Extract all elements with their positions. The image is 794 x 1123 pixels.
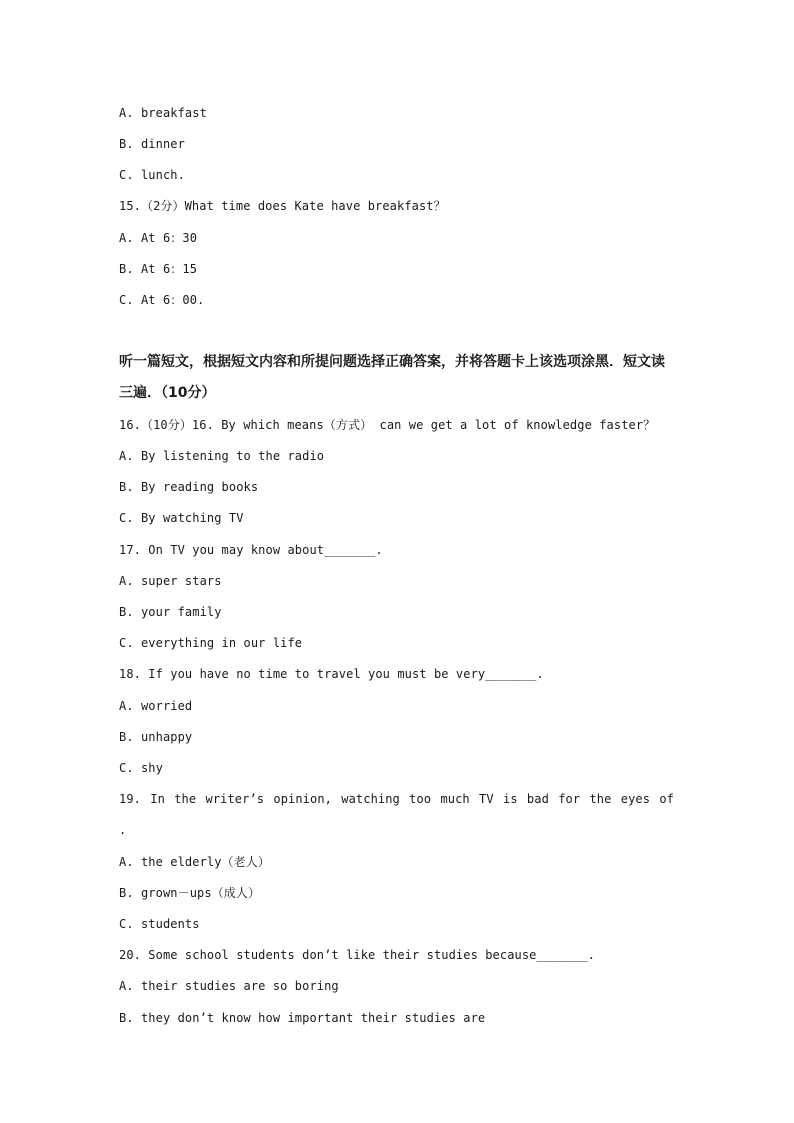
q18-option-b: B. unhappy <box>119 730 193 744</box>
q14-option-a: A. breakfast <box>119 106 207 120</box>
q18-option-c: C. shy <box>119 761 163 775</box>
q17-option-a: A. super stars <box>119 574 222 588</box>
q16-stem: 16.（10分）16. By which means（方式） can we get a lot of knowledge faster？ <box>119 418 656 432</box>
q15-option-c: C. At 6：00. <box>119 293 205 307</box>
q20-option-a: A. their studies are so boring <box>119 979 339 993</box>
q14-option-b: B. dinner <box>119 137 185 151</box>
q15-option-b: B. At 6：15 <box>119 262 198 276</box>
section-instruction-line1: 听一篇短文，根据短文内容和所提问题选择正确答案，并将答题卡上该选项涂黑．短文读 <box>119 354 665 370</box>
q20-stem: 20. Some school students don’t like their studies because_______. <box>119 948 596 962</box>
q16-option-c: C. By watching TV <box>119 511 244 525</box>
section-instruction-line2: 三遍．（10分） <box>119 385 216 401</box>
q17-option-c: C. everything in our life <box>119 636 303 650</box>
q19-stem-continuation: . <box>119 823 127 837</box>
q14-option-c: C. lunch. <box>119 168 185 182</box>
q15-option-a: A. At 6：30 <box>119 231 198 245</box>
q17-option-b: B. your family <box>119 605 222 619</box>
q19-option-a: A. the elderly（老人） <box>119 855 270 869</box>
q19-option-c: C. students <box>119 917 200 931</box>
q16-option-a: A. By listening to the radio <box>119 449 325 463</box>
q19-stem: 19. In the writer’s opinion, watching too much TV is bad for the eyes of <box>119 792 674 806</box>
q17-stem: 17. On TV you may know about_______. <box>119 543 383 557</box>
q16-option-b: B. By reading books <box>119 480 259 494</box>
q18-stem: 18. If you have no time to travel you must be very_______. <box>119 667 544 681</box>
q18-option-a: A. worried <box>119 699 193 713</box>
q20-option-b: B. they don’t know how important their studies are <box>119 1011 486 1025</box>
q15-stem: 15.（2分）What time does Kate have breakfast？ <box>119 199 446 213</box>
q19-option-b: B. grown－ups（成人） <box>119 886 261 900</box>
